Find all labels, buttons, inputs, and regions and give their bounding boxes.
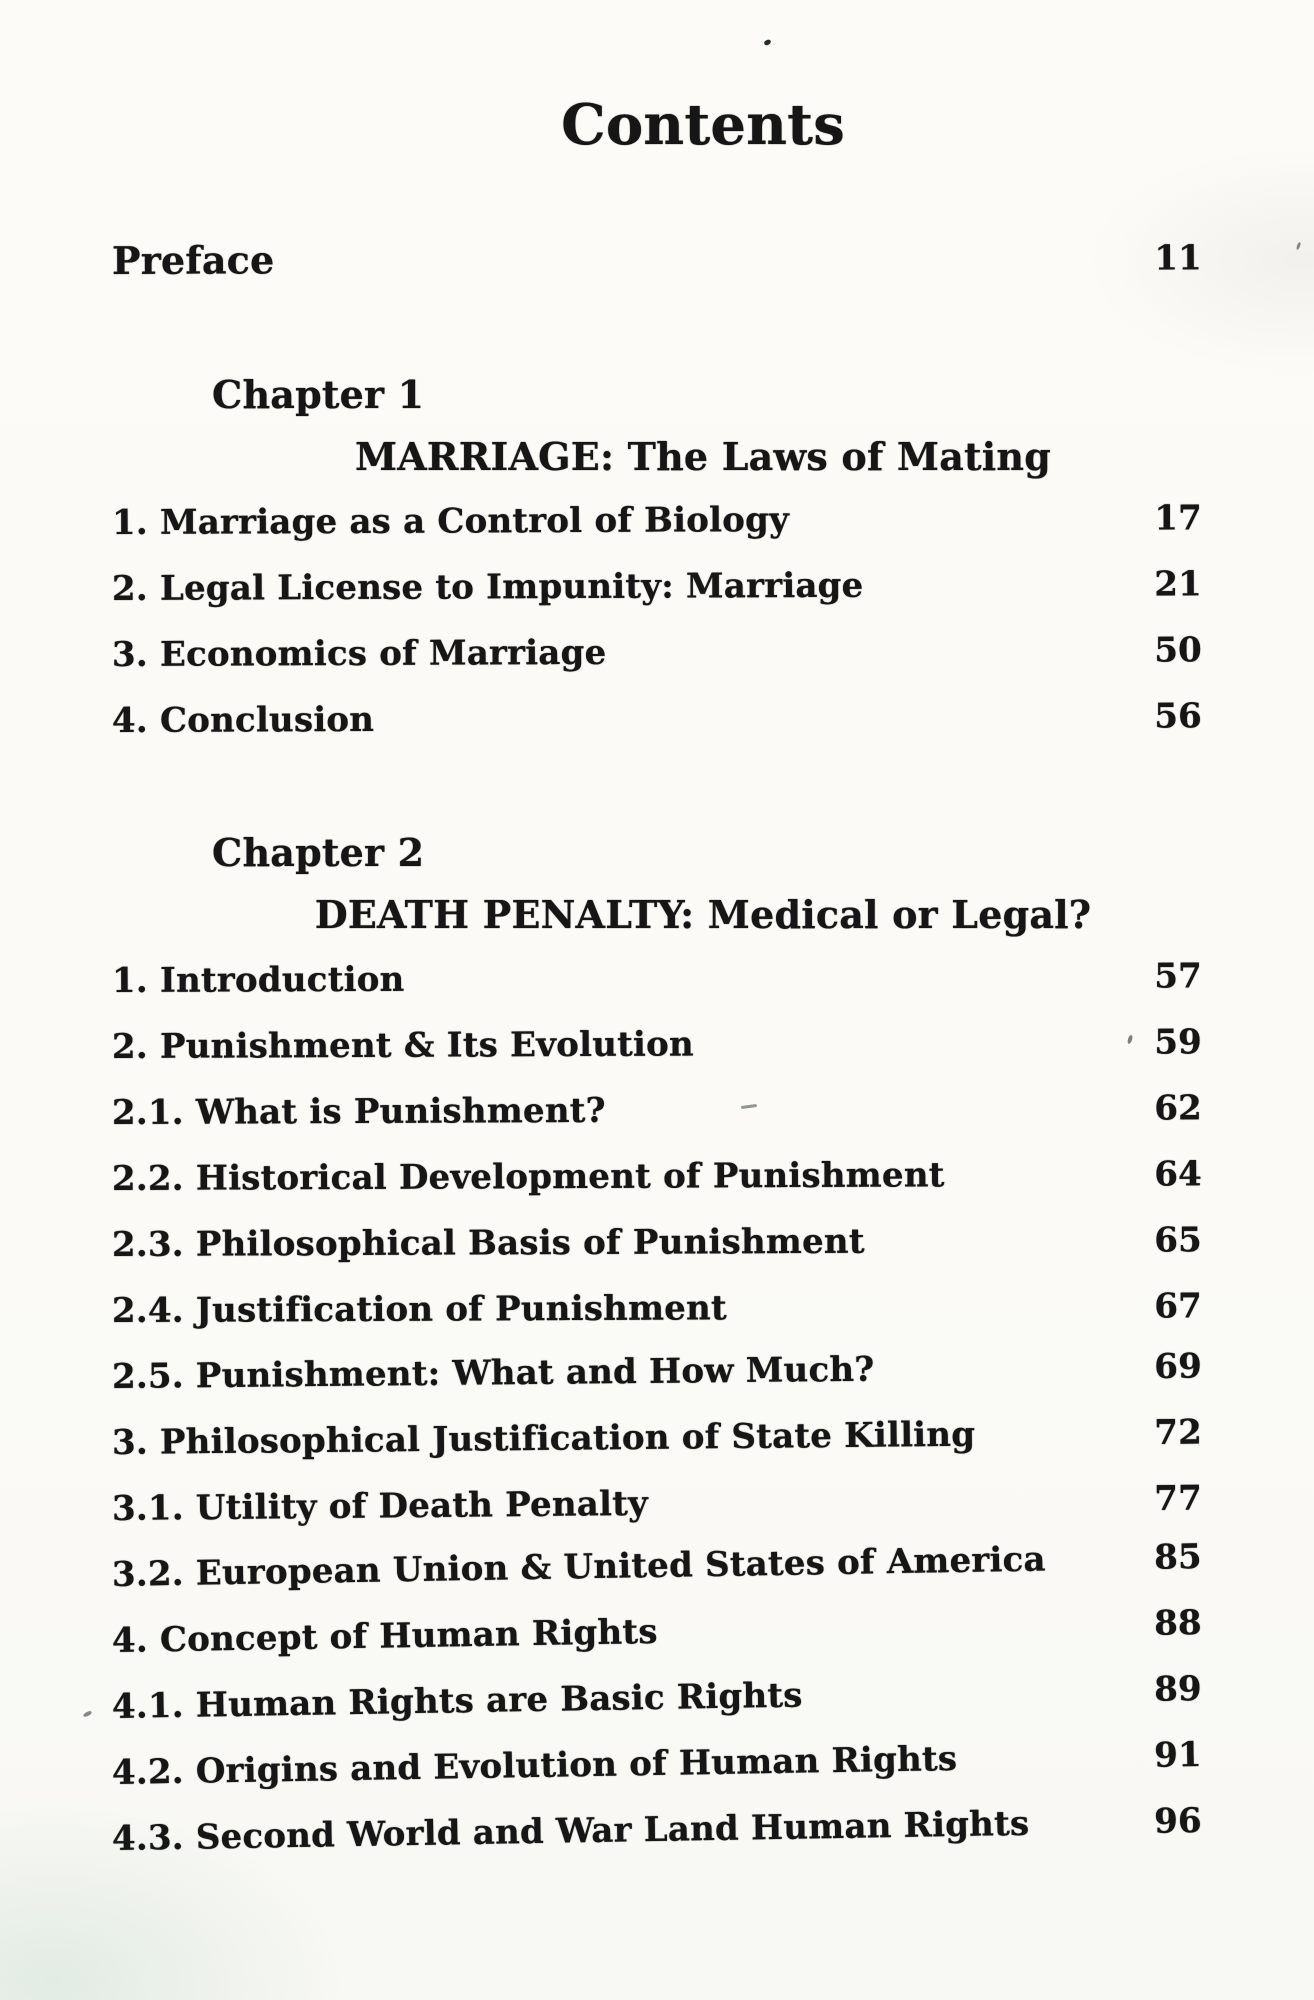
toc-entry-page: 72: [1154, 1412, 1203, 1453]
toc-entry-label: 3.2. European Union & United States of America: [111, 1539, 1047, 1596]
toc-entry: [112, 1024, 1202, 1065]
toc-entry-page: 91: [1153, 1735, 1203, 1776]
toc-entry-page: 77: [1154, 1478, 1203, 1519]
chapter-2-title: DEATH PENALTY: Medical or Legal?: [314, 891, 1092, 937]
toc-entry: [112, 632, 1202, 673]
toc-entry-label: 2.5. Punishment: What and How Much?: [111, 1349, 875, 1397]
toc-entry: [111, 1536, 1203, 1596]
toc-entry-page: 57: [1154, 955, 1203, 997]
toc-entry-label: 2.1. What is Punishment?: [111, 1090, 606, 1133]
toc-entry-page: 96: [1153, 1801, 1203, 1842]
toc-entry: [112, 1156, 1202, 1197]
toc-entry-page: 88: [1153, 1602, 1203, 1644]
toc-entry-label: 1. Marriage as a Control of Biology: [111, 499, 790, 543]
toc-entry-preface: [112, 236, 1202, 281]
toc-entry-label: 4.3. Second World and War Land Human Rights: [111, 1803, 1030, 1860]
chapter-1-heading: Chapter 1: [212, 372, 425, 418]
toc-entry-page: 56: [1154, 696, 1203, 737]
toc-entry-label: 3. Economics of Marriage: [111, 632, 607, 675]
toc-entry-label: 2. Legal License to Impunity: Marriage: [111, 565, 864, 609]
toc-entry: [111, 1412, 1203, 1463]
toc-entry-page: 89: [1153, 1669, 1203, 1710]
chapter-1-entries: [111, 498, 1203, 741]
toc-entry-label: 4. Conclusion: [111, 699, 375, 741]
toc-entry-label: 2. Punishment & Its Evolution: [111, 1024, 695, 1067]
toc-entry-label: 2.4. Justification of Punishment: [111, 1288, 727, 1331]
toc-entry: [112, 500, 1202, 541]
toc-entry: [111, 1478, 1203, 1529]
toc-entry: [111, 1801, 1203, 1860]
toc-entry-page: 21: [1154, 564, 1203, 605]
toc-entry-label: 2.2. Historical Development of Punishment: [111, 1155, 945, 1199]
toc-entry-page: 11: [1154, 238, 1203, 279]
toc-entry-label: 2.3. Philosophical Basis of Punishment: [111, 1221, 865, 1265]
page-title: Contents: [561, 92, 845, 158]
toc-entry: [111, 955, 1203, 1001]
scan-speck: [763, 39, 771, 46]
toc-entry-label: 3. Philosophical Justification of State Killing: [111, 1414, 976, 1463]
scan-speck: [83, 1710, 93, 1717]
toc-entry-label: 3.1. Utility of Death Penalty: [111, 1483, 649, 1529]
toc-entry: [111, 1602, 1203, 1662]
toc-entry-label: 4. Concept of Human Rights: [111, 1612, 658, 1662]
toc-entry-label: Preface: [111, 237, 275, 283]
toc-entry-page: 17: [1154, 498, 1203, 539]
toc-entry-page: 67: [1154, 1286, 1203, 1327]
toc-entry: [111, 1735, 1203, 1794]
toc-entry-page: 50: [1154, 630, 1203, 671]
toc-entry-page: 64: [1154, 1154, 1203, 1195]
chapter-2-heading: Chapter 2: [212, 829, 425, 875]
toc-entry: [112, 566, 1202, 607]
toc-entry-page: 65: [1154, 1220, 1203, 1261]
toc-entry-page: 85: [1153, 1536, 1203, 1578]
chapter-1-title: MARRIAGE: The Laws of Mating: [354, 433, 1052, 479]
toc-entry: [111, 1346, 1203, 1397]
toc-entry: [112, 1090, 1202, 1131]
scan-speck: [1296, 242, 1301, 251]
toc-entry-page: 59: [1154, 1022, 1203, 1063]
toc-entry-label: 4.2. Origins and Evolution of Human Rights: [111, 1739, 958, 1794]
toc-entry-label: 1. Introduction: [111, 959, 405, 1001]
toc-entry-page: 69: [1154, 1346, 1203, 1387]
toc-entry: [112, 698, 1202, 739]
toc-entry-page: 62: [1154, 1088, 1203, 1129]
chapter-2-entries: [111, 955, 1203, 1860]
toc-entry-label: 4.1. Human Rights are Basic Rights: [111, 1675, 803, 1728]
toc-entry: [111, 1669, 1203, 1728]
toc-entry: [112, 1222, 1202, 1263]
toc-entry: [112, 1288, 1202, 1329]
